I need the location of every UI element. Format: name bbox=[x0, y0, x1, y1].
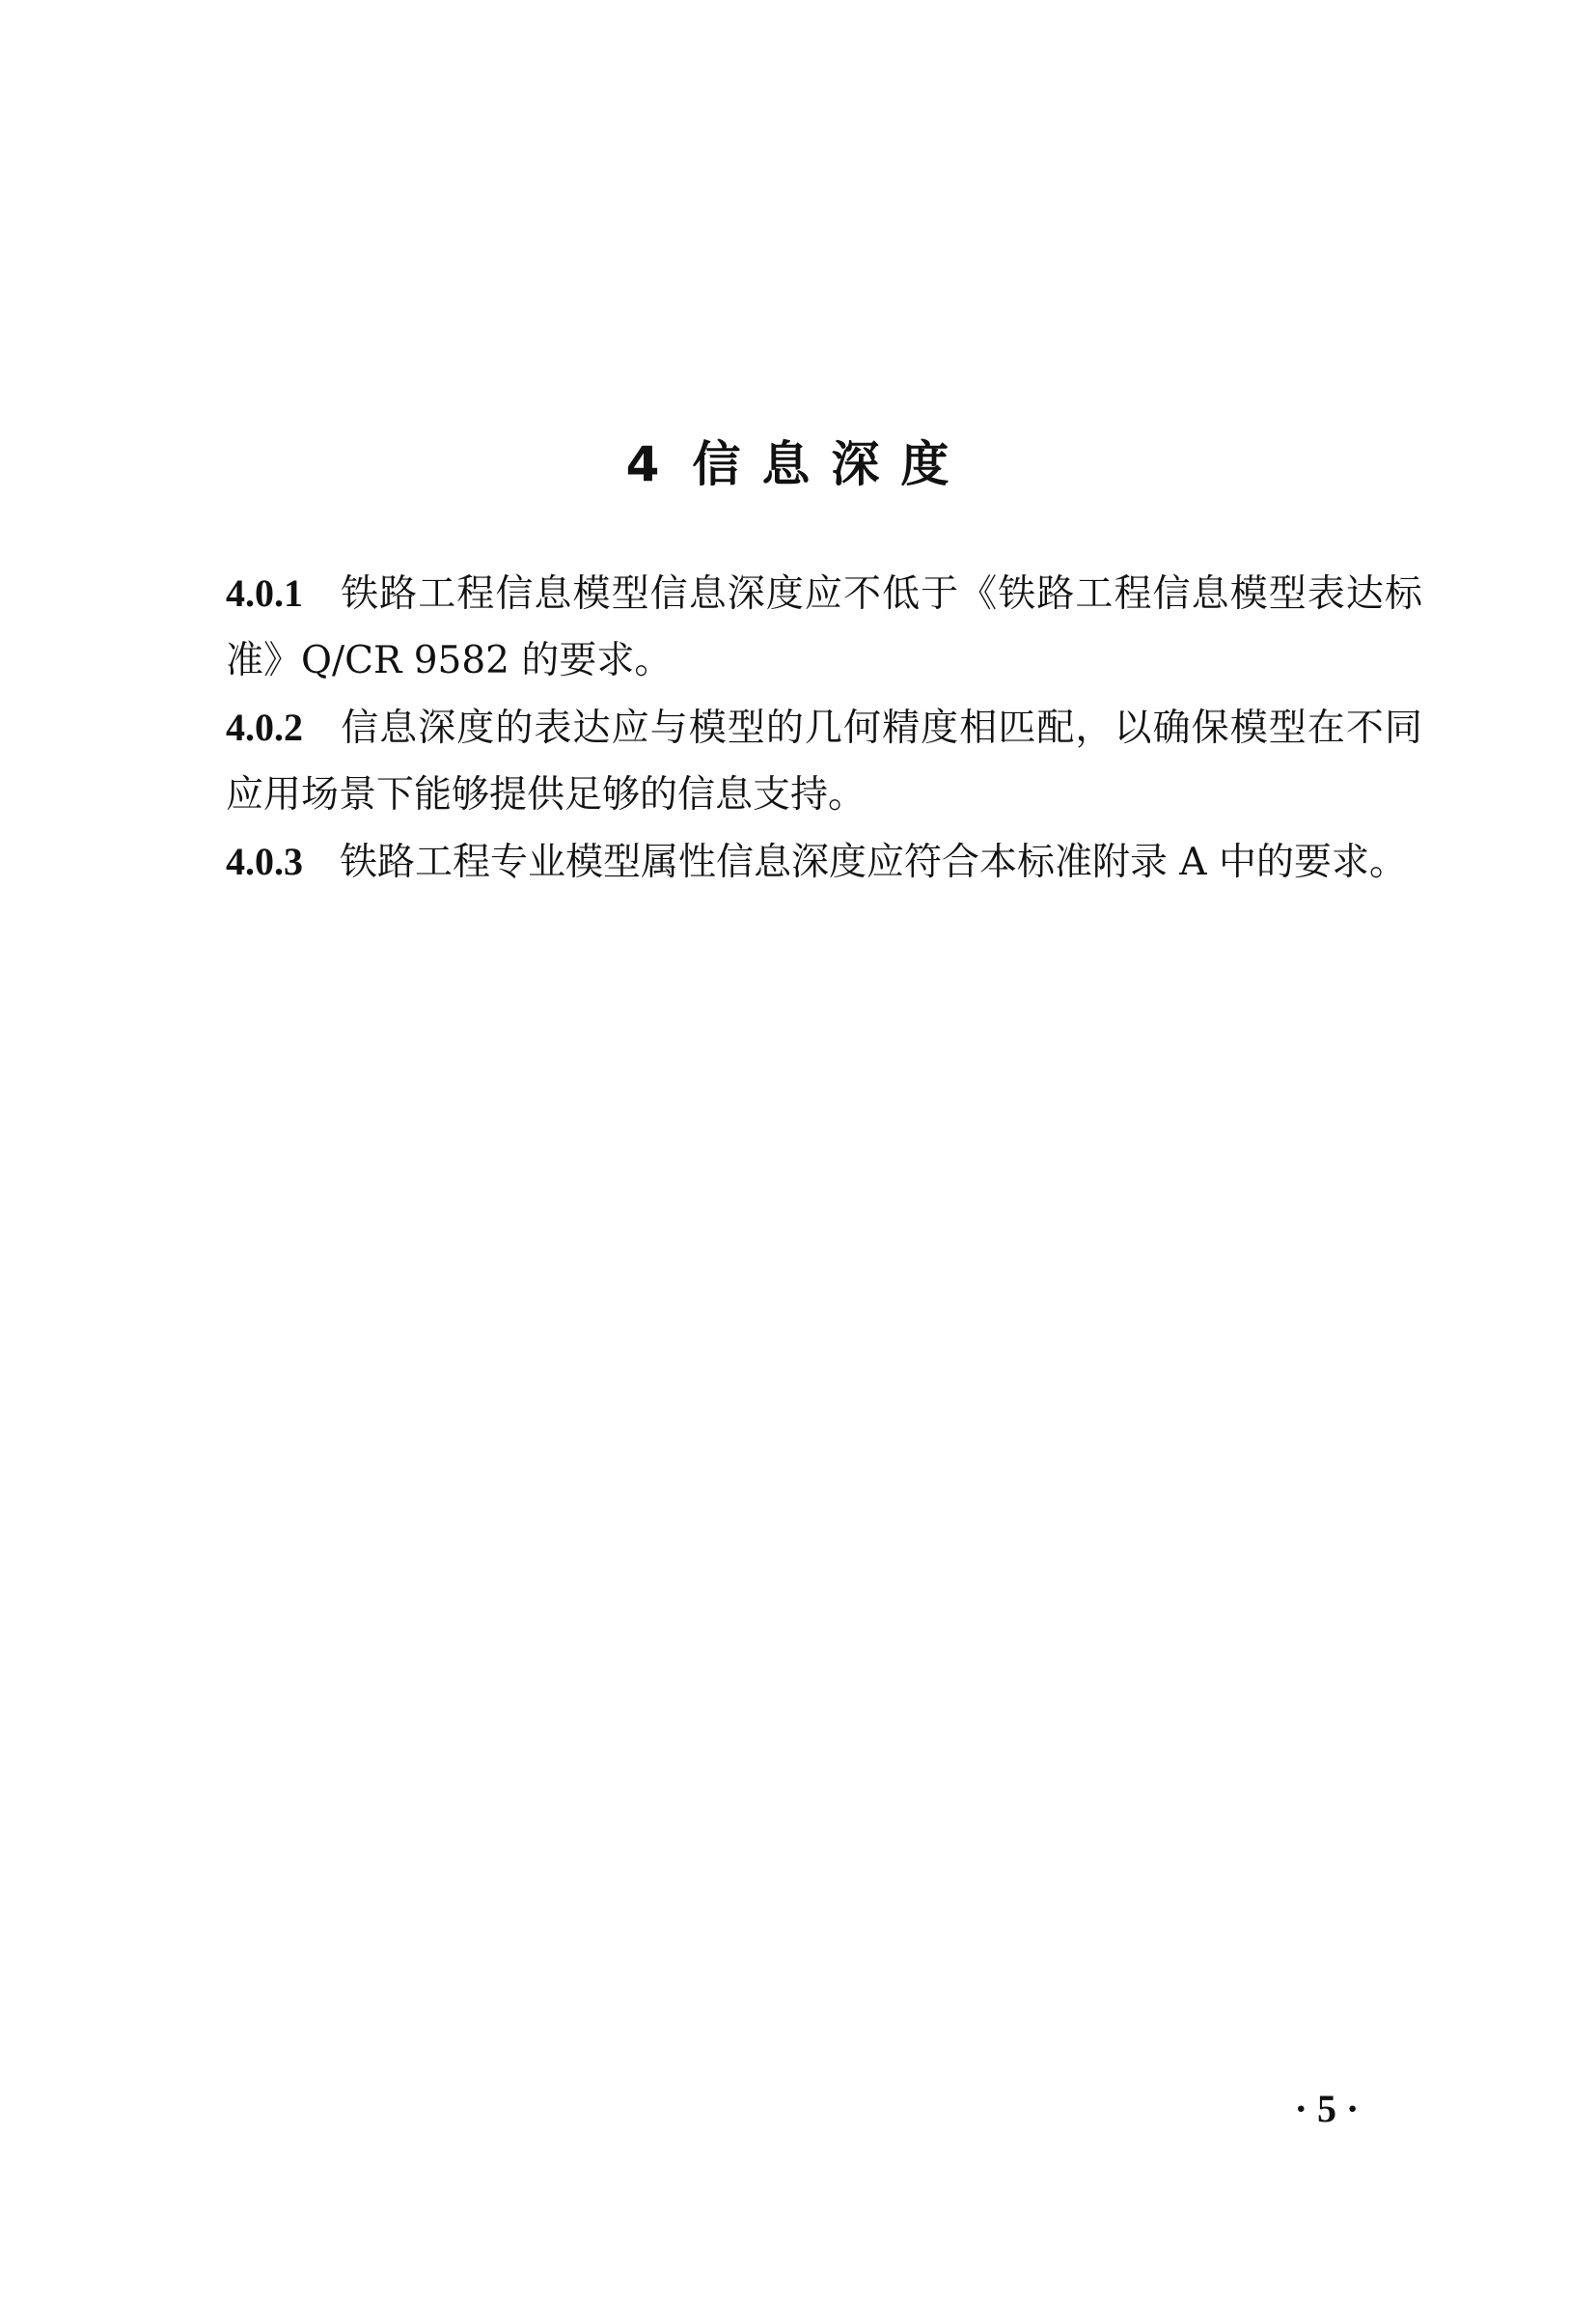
clause-text: 铁路工程专业模型属性信息深度应符合本标准附录 A 中的要求。 bbox=[340, 841, 1407, 884]
clause-number: 4.0.1 bbox=[226, 571, 303, 615]
chapter-title-text: 信息深度 bbox=[692, 436, 971, 492]
chapter-number: 4 bbox=[625, 436, 660, 492]
clause-4-0-3 bbox=[226, 828, 1422, 896]
page-number: · 5 · bbox=[1294, 2087, 1360, 2130]
clause-4-0-1 bbox=[226, 560, 1422, 694]
clause-number: 4.0.3 bbox=[226, 840, 303, 883]
clause-list bbox=[226, 560, 1422, 896]
clause-text: 信息深度的表达应与模型的几何精度相匹配，以确保模型在不同应用场景下能够提供足够的信息支持。 bbox=[226, 707, 1422, 817]
chapter-title bbox=[0, 430, 1596, 498]
clause-text: 铁路工程信息模型信息深度应不低于《铁路工程信息模型表达标准》Q/CR 9582 的要求。 bbox=[226, 572, 1422, 682]
clause-number: 4.0.2 bbox=[226, 706, 303, 749]
clause-4-0-2 bbox=[226, 694, 1422, 828]
